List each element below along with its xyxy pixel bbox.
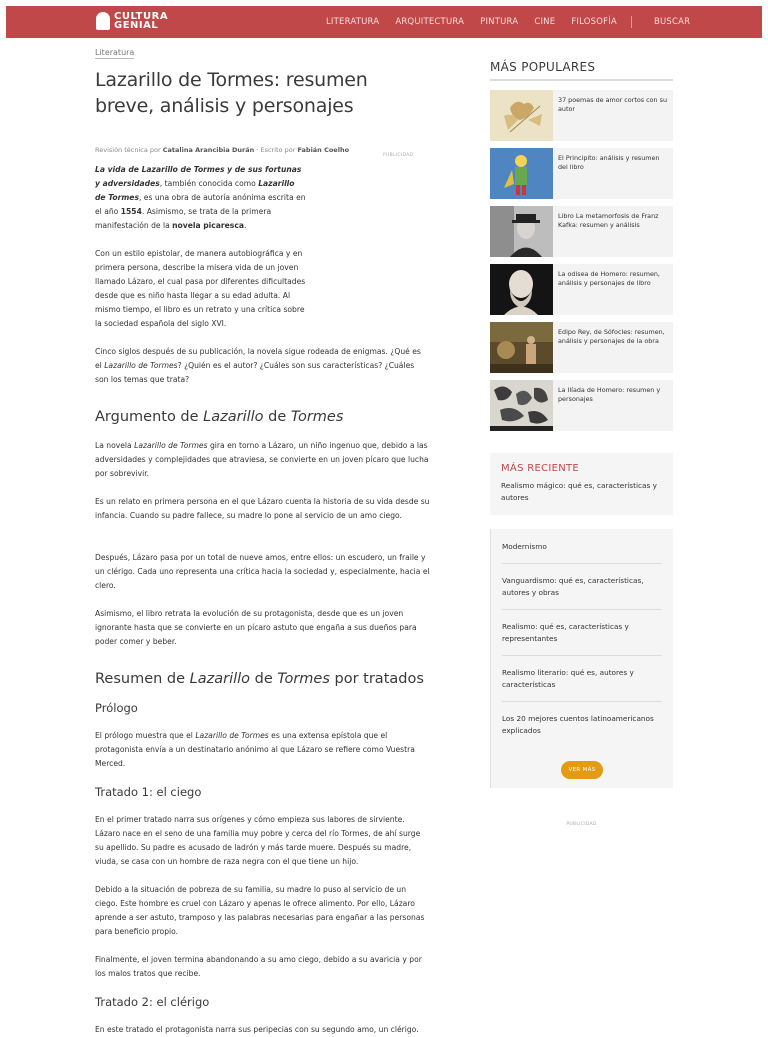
heading-tratado-2: Tratado 2: el clérigo <box>95 995 210 1009</box>
site-header <box>6 6 762 38</box>
recent-list <box>490 529 673 788</box>
page-title: Lazarillo de Tormes: resumen breve, análisis y personajes <box>95 69 368 117</box>
paragraph-tratado-1: En el primer tratado narra sus orígenes y cómo empieza sus labores de sirviente. Lázaro nace en el seno de una familia muy pobre y cerca del río Tormes, de ahí surge su apellido. Su padre es acusado de ladrón y más tarde muere. Después su madre, viuda, se casa con un hombre de raza negra con el que tiene un hijo. <box>95 815 421 866</box>
article <box>95 40 430 1037</box>
little-prince-image <box>490 148 553 199</box>
nav-filosofia[interactable]: FILOSOFÍA <box>571 17 617 27</box>
heading-argumento: Argumento de Lazarillo de Tormes <box>95 409 344 425</box>
ad-label: PUBLICIDAD <box>383 153 414 158</box>
popular-item[interactable] <box>490 148 673 199</box>
popular-item[interactable] <box>490 380 673 431</box>
paragraph-asimismo: Asimismo, el libro retrata la evolución de su protagonista, desde que es un joven ignorante hasta que se convierte en un pícaro astuto que engaña a sus dueños para poder comer y beber. <box>95 609 417 646</box>
logo-head-icon <box>96 12 110 30</box>
paragraph-tratado-1c: Finalmente, el joven termina abandonando a su amo ciego, debido a su avaricia y por los malos tratos que recibe. <box>95 955 422 978</box>
heading-tratado-1: Tratado 1: el ciego <box>95 785 202 799</box>
popular-item[interactable] <box>490 206 673 257</box>
reviewer-name[interactable]: Catalina Arancibia Durán <box>162 146 255 154</box>
nav-arquitectura[interactable]: ARQUITECTURA <box>395 17 465 27</box>
site-logo[interactable] <box>96 12 168 30</box>
paragraph-despues: Después, Lázaro pasa por un total de nueve amos, entre ellos: un escudero, un fraile y un clérigo. Cada uno representa una crítica hacia la sociedad y, especialmente, hacia el clero. <box>95 553 430 590</box>
recent-item[interactable]: Realismo mágico: qué es, características y autores <box>501 481 657 502</box>
recent-item[interactable]: Realismo: qué es, características y representantes <box>502 609 662 655</box>
recent-item[interactable]: Modernismo <box>502 542 547 551</box>
ver-mas-button[interactable]: VER MÁS <box>561 761 604 779</box>
sidebar <box>490 60 673 827</box>
recent-item[interactable]: Vanguardismo: qué es, características, autores y obras <box>502 563 662 609</box>
recent-item[interactable]: Los 20 mejores cuentos latinoamericanos explicados <box>502 701 662 747</box>
nav-divider <box>631 16 632 28</box>
popular-item[interactable] <box>490 90 673 141</box>
heading-resumen: Resumen de Lazarillo de Tormes por tratados <box>95 671 424 687</box>
recent-item[interactable]: Realismo literario: qué es, autores y características <box>502 655 662 701</box>
paragraph-tratado-1b: Debido a la situación de pobreza de su familia, su madre lo puso al servicio de un ciego. Este hombre es cruel con Lázaro y apenas le ofrece alimento. Por ello, Lázaro aprende a ser astuto, tramposo y las palabras necesarias para engañar a las personas para beneficio propio. <box>95 885 425 936</box>
nav-cine[interactable]: CINE <box>534 17 556 27</box>
kafka-portrait-image <box>490 206 553 257</box>
logo-line-2: GENIAL <box>114 20 159 31</box>
paragraph-relato: Es un relato en primera persona en el que Lázaro cuenta la historia de su vida desde su infancia. Cuando su padre fallece, su madre lo pone al servicio de un amo ciego. <box>95 497 430 520</box>
breadcrumb[interactable]: Literatura <box>95 48 135 57</box>
popular-title: Edipo Rey, de Sófocles: resumen, análisis y personajes de la obra <box>558 328 665 345</box>
intro-paragraph: La vida de Lazarillo de Tormes y de sus fortunas y adversidades, también conocida como Lazarillo de Tormes, es una obra de autoría anónima escrita en el año 1554. Asimismo, se trata de la primera manifestación de la novela picaresca. <box>95 165 306 230</box>
search-link[interactable]: BUSCAR <box>653 17 691 27</box>
popular-title: 37 poemas de amor cortos con su autor <box>558 96 668 113</box>
byline-mid: · Escrito por <box>256 146 296 154</box>
paragraph-novela: La novela Lazarillo de Tormes gira en torno a Lázaro, un niño ingenuo que, debido a las adversidades y complejidades que atraviesa, se convierte en un joven pícaro que lucha por sobrevivir. <box>95 441 429 478</box>
recent-card <box>490 453 673 515</box>
paragraph-tratado-2: En este tratado el protagonista narra sus peripecias con su segundo amo, un clérigo. <box>95 1025 419 1034</box>
popular-list <box>490 90 673 431</box>
byline-prefix: Revisión técnica por <box>95 146 161 154</box>
paragraph-cinco-siglos: Cinco siglos después de su publicación, la novela sigue rodeada de enigmas. ¿Qué es el Lazarillo de Tormes? ¿Quién es el autor? ¿Cuáles son sus características? ¿Cuáles son los temas que trata? <box>95 347 421 384</box>
heading-prologo: Prólogo <box>95 701 138 715</box>
more-wrap <box>502 747 662 779</box>
cupid-image <box>490 90 553 141</box>
popular-title: La Ilíada de Homero: resumen y personajes <box>558 386 661 403</box>
logo-line-1: CULTURA <box>114 11 169 22</box>
iliad-engraving-image <box>490 380 553 431</box>
nav-literatura[interactable]: LITERATURA <box>326 17 380 27</box>
popular-title: El Principito: análisis y resumen del libro <box>558 154 660 171</box>
paragraph-prologo: El prólogo muestra que el Lazarillo de Tormes es una extensa epístola que el protagonista envía a un destinatario anónimo al que Lázaro se refiere como Vuestra Merced. <box>95 731 415 768</box>
paragraph-estilo: Con un estilo epistolar, de manera autobiográfica y en primera persona, describe la misera vida de un joven llamado Lázaro, el cual pasa por diferentes dificultades desde que es niño hasta llegar a su edad adulta. Al mismo tiempo, el libro es un retrato y una crítica sobre la sociedad española del siglo XVI. <box>95 249 306 328</box>
main-nav <box>326 6 690 38</box>
popular-title: La odisea de Homero: resumen, análisis y personajes de libro <box>558 270 660 287</box>
recent-heading: MÁS RECIENTE <box>501 463 580 474</box>
homer-bust-image <box>490 264 553 315</box>
oedipus-painting-image <box>490 322 553 373</box>
author-name[interactable]: Fabián Coelho <box>297 146 350 154</box>
byline <box>95 146 430 154</box>
popular-item[interactable] <box>490 264 673 315</box>
popular-item[interactable] <box>490 322 673 373</box>
popular-heading: MÁS POPULARES <box>490 60 673 81</box>
sidebar-ad-label: PUBLICIDAD <box>566 822 597 827</box>
nav-pintura[interactable]: PINTURA <box>480 17 519 27</box>
popular-title: Libro La metamorfosis de Franz Kafka: resumen y análisis <box>558 212 659 229</box>
